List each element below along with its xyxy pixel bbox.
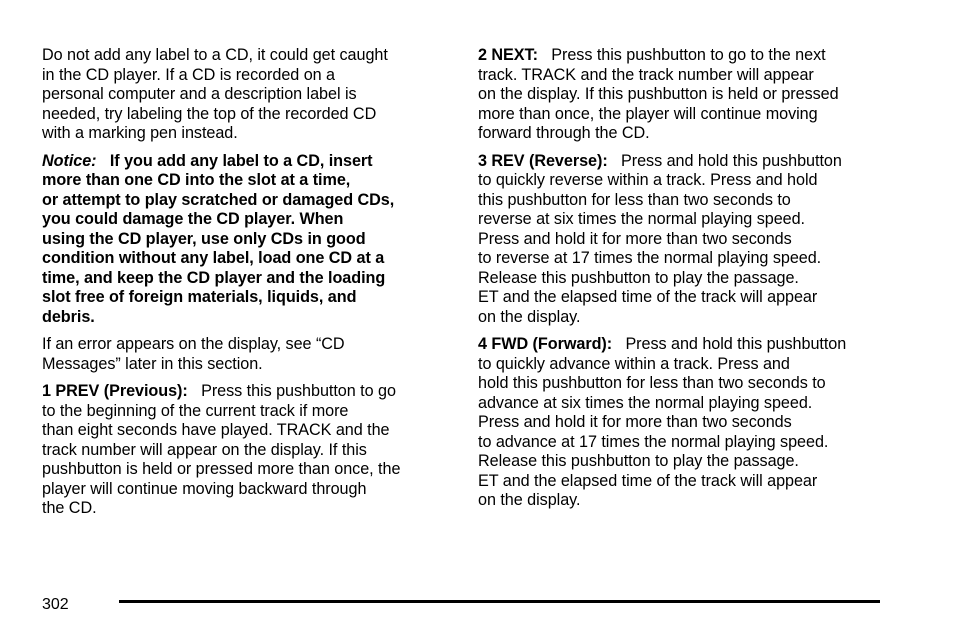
text-line: to advance at 17 times the normal playing speed. — [478, 432, 829, 451]
text-line: more than once, the player will continue moving — [478, 104, 818, 123]
notice-text-line: or attempt to play scratched or damaged CDs, — [42, 190, 395, 209]
text-line: Release this pushbutton to play the passage. — [478, 452, 799, 470]
fwd-button-label: 4 FWD (Forward): — [478, 335, 613, 353]
notice-paragraph — [42, 152, 448, 328]
prev-button-paragraph — [42, 382, 448, 519]
rev-button-label: 3 REV (Reverse): — [478, 151, 608, 170]
text-line: Press and hold this pushbutton — [621, 151, 842, 170]
fwd-button-paragraph — [478, 335, 888, 511]
text-line: player will continue moving backward through — [42, 479, 367, 498]
text-line: advance at six times the normal playing speed. — [478, 393, 813, 412]
text-line: Press this pushbutton to go — [201, 382, 396, 400]
notice-label: Notice: — [42, 151, 97, 170]
text-line: on the display. If this pushbutton is held or pressed — [478, 85, 839, 103]
text-line: forward through the CD. — [478, 124, 650, 142]
text-line: needed, try labeling the top of the recorded CD — [42, 104, 377, 123]
text-line: reverse at six times the normal playing speed. — [478, 210, 805, 228]
cd-label-warning-paragraph — [42, 46, 448, 144]
notice-text-line: condition without any label, load one CD at a — [42, 249, 385, 267]
notice-text-line: you could damage the CD player. When — [42, 210, 344, 228]
text-line: Press and hold it for more than two seconds — [478, 413, 792, 431]
text-line: Do not add any label to a CD, it could get caught — [42, 46, 388, 64]
text-line: Release this pushbutton to play the passage. — [478, 268, 799, 287]
text-line: personal computer and a description label is — [42, 85, 357, 103]
text-line: pushbutton is held or pressed more than once, the — [42, 460, 401, 478]
text-line: ET and the elapsed time of the track will appear — [478, 288, 818, 306]
text-line: to quickly advance within a track. Press and — [478, 354, 790, 373]
text-line: on the display. — [478, 307, 581, 326]
footer-rule — [119, 600, 880, 603]
text-line: track number will appear on the display. If this — [42, 440, 367, 459]
text-line: track. TRACK and the track number will appear — [478, 65, 814, 84]
text-line: hold this pushbutton for less than two seconds to — [478, 374, 826, 392]
next-button-paragraph — [478, 46, 888, 144]
rev-button-paragraph — [478, 152, 888, 328]
notice-text-line: debris. — [42, 307, 95, 326]
page-number: 302 — [42, 596, 69, 613]
notice-text-line: time, and keep the CD player and the loading — [42, 268, 386, 287]
text-line: in the CD player. If a CD is recorded on a — [42, 65, 336, 84]
notice-text-line: slot free of foreign materials, liquids, and — [42, 288, 357, 306]
text-line: Messages” later in this section. — [42, 354, 263, 373]
text-line: the CD. — [42, 499, 97, 517]
text-line: Press and hold it for more than two seconds — [478, 229, 792, 248]
notice-text-line: using the CD player, use only CDs in good — [42, 229, 366, 248]
prev-button-label: 1 PREV (Previous): — [42, 382, 188, 400]
text-line: Press this pushbutton to go to the next — [551, 46, 826, 64]
text-line: on the display. — [478, 491, 581, 509]
text-line: to the beginning of the current track if more — [42, 401, 349, 420]
right-column — [478, 46, 888, 519]
text-line: with a marking pen instead. — [42, 124, 238, 142]
text-line: to quickly reverse within a track. Press and hold — [478, 171, 818, 189]
error-paragraph — [42, 335, 448, 374]
text-line: this pushbutton for less than two seconds to — [478, 190, 791, 209]
text-line: If an error appears on the display, see “CD — [42, 335, 345, 353]
left-column — [42, 46, 448, 527]
text-line: Press and hold this pushbutton — [625, 335, 847, 353]
next-button-label: 2 NEXT: — [478, 46, 538, 64]
notice-text-line: more than one CD into the slot at a time, — [42, 171, 351, 189]
text-line: to reverse at 17 times the normal playing speed. — [478, 249, 822, 267]
text-line: ET and the elapsed time of the track will appear — [478, 471, 818, 490]
text-line: than eight seconds have played. TRACK and the — [42, 421, 390, 439]
notice-text-line: If you add any label to a CD, insert — [109, 151, 373, 170]
